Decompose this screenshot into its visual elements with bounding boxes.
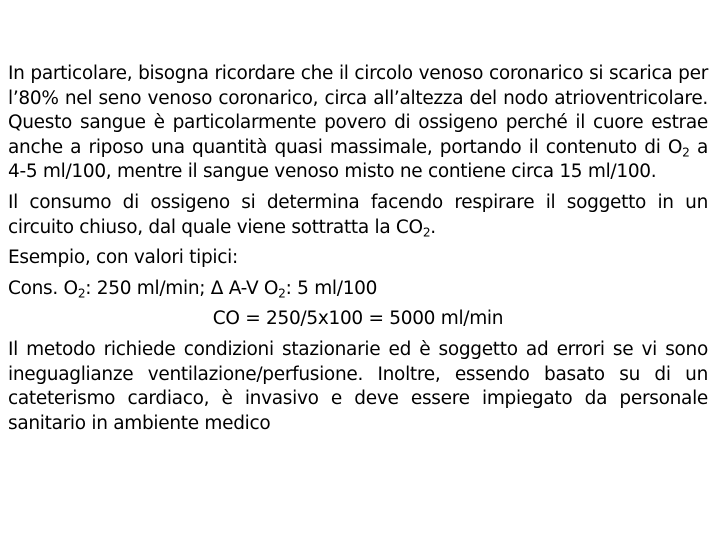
- paragraph-2-text-a: Il consumo di ossigeno si determina facendo respirare il soggetto in un circuito chiuso, dal quale viene sottratta la CO: [8, 191, 708, 238]
- example-text-b: : 250 ml/min; Δ A-V O: [85, 277, 279, 299]
- subscript-2: 2: [77, 286, 86, 301]
- example-intro: Esempio, con valori tipici:: [8, 247, 238, 269]
- example-text-c: : 5 ml/100: [285, 277, 378, 299]
- subscript-2: 2: [682, 145, 690, 160]
- paragraph-coronary-circulation: [8, 62, 708, 185]
- paragraph-oxygen-consumption: [8, 191, 708, 240]
- paragraph-2-text-b: .: [430, 216, 436, 238]
- slide-body: [8, 62, 708, 442]
- subscript-2: 2: [278, 286, 286, 301]
- subscript-2: 2: [422, 225, 431, 240]
- cardiac-output-formula: CO = 250/5x100 = 5000 ml/min: [212, 308, 504, 330]
- paragraph-method-limitations: Il metodo richiede condizioni stazionarie ed è soggetto ad errori se vi sono ineguaglianze ventilazione/perfusione. Inoltre, essendo basato su di un cateterismo cardiaco, è invasivo e deve essere impiegato da personale sanitario in ambiente medico: [8, 338, 708, 434]
- paragraph-1-text-a: In particolare, bisogna ricordare che il circolo venoso coronarico si scarica per l’80% nel seno venoso coronarico, circa all’altezza del nodo atrioventricolare. Questo sangue è particolarmente povero di ossigeno perché il cuore estrae anche a riposo una quantità quasi massimale, portando il contenuto di O: [8, 63, 708, 158]
- example-text-a: Cons. O: [8, 277, 78, 299]
- paragraph-1-text-b: a 4-5 ml/100, mentre il sangue venoso misto ne contiene circa 15 ml/100.: [8, 136, 708, 183]
- example-values-line: [8, 277, 708, 302]
